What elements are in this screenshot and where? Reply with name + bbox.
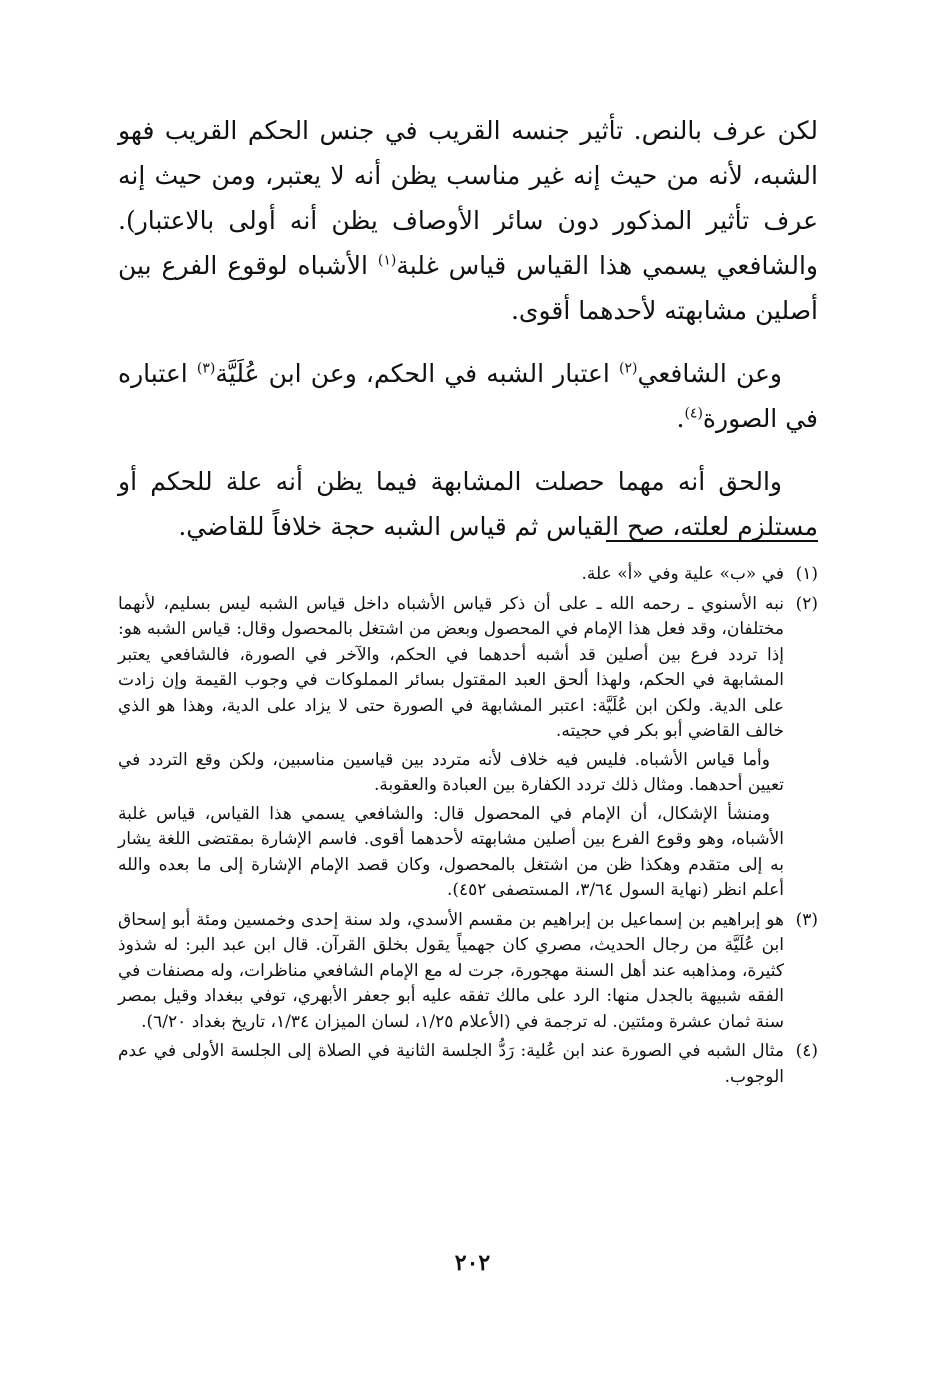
footnote-text: ومنشأ الإشكال، أن الإمام في المحصول قال: والشافعي يسمي هذا القياس، قياس غلبة الأشباه، وهو وقوع الفرع بين أصلين مشابهته لأحدهما أقوى. فاسم الإشارة بمقتضى اللغة يشار به إلى متقدم وهكذا ظن من اشتغل بالمحصول، وكان قصد الإمام الإشارة إلى ما بعده والله أعلم انظر (نهاية السول ٣/٦٤، المستصفى ٤٥٢).	[118, 803, 784, 900]
footnote-4	[118, 1039, 818, 1090]
footnote-number: (٤)	[795, 1041, 818, 1061]
footnote-text: في «ب» علية وفي «أ» علة.	[581, 564, 784, 584]
footnote-ref-2[interactable]: (٢)	[619, 360, 638, 377]
paragraph-3: والحق أنه مهما حصلت المشابهة فيما يظن أنه علة للحكم أو مستلزم لعلته، صح القياس ثم قياس الشبه حجة خلافاً للقاضي.	[118, 467, 818, 541]
footnote-text: نبه الأسنوي ـ رحمه الله ـ على أن ذكر قياس الأشباه داخل قياس الشبه ليس بسليم، لأنهما مختلفان، وقد فعل هذا الإمام في المحصول وبعض من اشتغل بالمحصول وقال: قياس الشبه هو: إذا تردد فرع بين أصلين قد أشبه أحدهما في الحكم، والآخر في الصورة، فالشافعي يعتبر المشابهة في الحكم، ولهذا ألحق العبد المقتول بسائر المملوكات في وجوب القيمة وإن زادت على الدية. ولكن ابن عُلَيَّة: اعتبر المشابهة في الصورة حتى لا يزاد على الدية، وهذا هو الذي خالف القاضي أبو بكر في حجيته.	[118, 593, 784, 741]
footnote-2	[118, 592, 818, 904]
paragraph-2: وعن الشافعي$^{(٢)}$ اعتبار الشبه في الحكم، وعن ابن عُلَيَّة$^{(٣)}$ اعتباره في الصورة$^{(٤)}$.	[118, 359, 818, 433]
footnote-ref-3[interactable]: (٣)	[196, 360, 216, 377]
footnote-number: (٢)	[795, 593, 818, 614]
footnotes	[118, 562, 818, 1094]
page-number: ٢٠٢	[454, 1250, 491, 1276]
footnote-number: (١)	[795, 564, 818, 584]
footnote-text: وأما قياس الأشباه. فليس فيه خلاف لأنه متردد بين قياسين مناسبين، ولكن وقع التردد في تعيين أحدهما. ومثال ذلك تردد الكفارة بين العبادة والعقوبة.	[118, 749, 784, 795]
footnote-1	[118, 562, 818, 588]
footnote-text: هو إبراهيم بن إسماعيل بن إبراهيم بن مقسم الأسدي، ولد سنة إحدى وخمسين ومئة أبو إسحاق ابن عُلَيَّة من رجال الحديث، مصري كان جهمياً يقول بخلق القرآن. قال ابن عبد البر: له شذوذ كثيرة، ومذاهبه عند أهل السنة مهجورة، جرت له مع الإمام الشافعي مناظرات، وله مصنفات في الفقه شبيهة بالجدل منها: الرد على مالك تفقه عليه أبو جعفر الأبهري، توفي ببغداد وقيل بمصر سنة ثمان عشرة ومئتين. له ترجمة في (الأعلام ١/٢٥، لسان الميزان ١/٣٤، تاريخ بغداد ٦/٢٠).	[118, 909, 784, 1032]
footnote-ref-1[interactable]: (١)	[377, 252, 397, 269]
footnote-separator	[606, 540, 818, 542]
footnote-number: (٣)	[795, 909, 818, 930]
footnote-ref-4[interactable]: (٤)	[684, 405, 703, 422]
footnote-3	[118, 908, 818, 1036]
main-text	[118, 108, 818, 549]
footnote-text: مثال الشبه في الصورة عند ابن عُلية: رَدُّ الجلسة الثانية في الصلاة إلى الجلسة الأولى في عدم الوجوب.	[118, 1041, 784, 1087]
paragraph-1: لكن عرف بالنص. تأثير جنسه القريب في جنس الحكم القريب فهو الشبه، لأنه من حيث إنه غير مناسب يظن أنه لا يعتبر، ومن حيث إنه عرف تأثير المذكور دون سائر الأوصاف يظن أنه أولى بالاعتبار). والشافعي يسمي هذا القياس قياس غلبة$^{(١)}$ الأشباه لوقوع الفرع بين أصلين مشابهته لأحدهما أقوى.	[118, 116, 819, 325]
